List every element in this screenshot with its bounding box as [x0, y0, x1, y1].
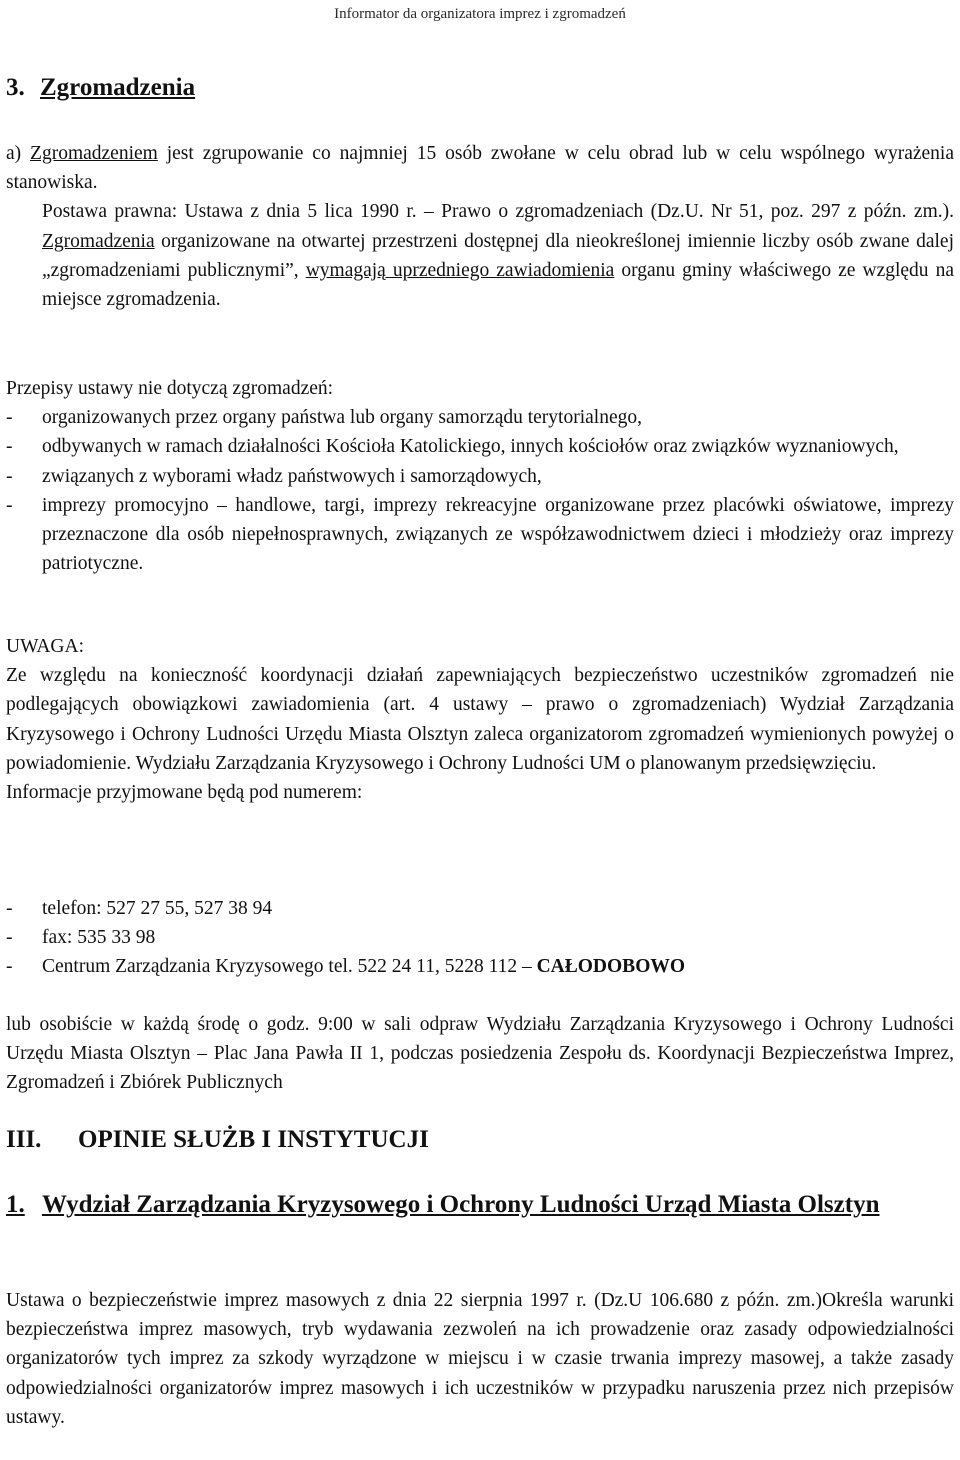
section-title: Zgromadzenia: [40, 74, 196, 101]
term-zgromadzenia: Zgromadzenia: [42, 230, 155, 252]
legal-basis-text: Postawa prawna: Ustawa z dnia 5 lica 1990 r. – Prawo o zgromadzeniach (Dz.U. Nr 51, poz. 297 z późn. zm.).: [42, 201, 954, 223]
running-header: Informator da organizatora imprez i zgromadzeń: [334, 6, 626, 22]
section-number: 1.: [6, 1191, 25, 1218]
info-line: Informacje przyjmowane będą pod numerem:: [6, 782, 363, 804]
section-title: Wydział Zarządzania Kryzysowego i Ochrony Ludności Urząd Miasta Olsztyn: [42, 1191, 880, 1218]
section-number: III.: [6, 1126, 42, 1153]
public-assembly-text: organizowane na otwartej przestrzeni dostępnej dla nieokreślonej imiennie liczby osób zwane dalej „zgromadzeniami publicznymi”,: [42, 230, 954, 281]
contact-center: - Centrum Zarządzania Kryzysowego tel. 522 24 11, 5228 112 – CAŁODOBOWO: [6, 956, 686, 978]
section-heading-1: [6, 1188, 946, 1222]
exclusions-block: [6, 374, 954, 578]
around-the-clock-label: CAŁODOBOWO: [536, 956, 686, 978]
in-person-paragraph: lub osobiście w każdą środę o godz. 9:00 w sali odpraw Wydziału Zarządzania Kryzysowego i Ochrony Ludności Urzędu Miasta Olsztyn – Plac Jana Pawła II 1, podczas posiedzenia Zespołu ds. Koordynacji Bezpieczeństwa Imprez, Zgromadzeń i Zbiórek Publicznych: [6, 1014, 954, 1094]
section-title: OPINIE SŁUŻB I INSTYTUCJI: [78, 1126, 429, 1153]
section-heading-iii: [6, 1126, 429, 1154]
section-number: 3.: [6, 74, 25, 101]
definition-text: jest zgrupowanie co najmniej 15 osób zwołane w celu obrad lub w celu wspólnego wyrażenia stanowiska.: [6, 143, 954, 194]
legal-basis-paragraph: [6, 197, 954, 314]
notice-text: Ze względu na konieczność koordynacji działań zapewniających bezpieczeństwo uczestników zgromadzeń nie podlegających obowiązkowi zawiadomienia (art. 4 ustawy – prawo o zgromadzeniach) Wydział Zarządzania Kryzysowego i Ochrony Ludności Urzędu Miasta Olsztyn zaleca organizatorom zgromadzeń wymienionych powyżej o powiadomienie. Wydziału Zarządzania Kryzysowego i Ochrony Ludności UM o planowanym przedsięwzięciu.: [6, 665, 954, 774]
list-item: - odbywanych w ramach działalności Kościoła Katolickiego, innych kościołów oraz związków wyznaniowych,: [6, 436, 899, 458]
authority-text: organu gminy właściwego ze względu na miejsce zgromadzenia.: [42, 259, 954, 311]
contact-fax: - fax: 535 33 98: [6, 927, 156, 949]
notification-requirement: wymagają uprzedniego zawiadomienia: [305, 259, 615, 281]
contacts-list: [6, 894, 954, 982]
defined-term: Zgromadzeniem: [30, 143, 158, 164]
notice-label: UWAGA:: [6, 636, 84, 657]
section-heading-3: [6, 74, 946, 103]
notice-block: [6, 632, 954, 807]
list-item: - związanych z wyborami władz państwowych i samorządowych,: [6, 465, 542, 487]
definition-paragraph: [6, 139, 954, 197]
paragraph-a: [6, 139, 954, 314]
list-item: - imprezy promocyjno – handlowe, targi, imprezy rekreacyjne organizowane przez placówki oświatowe, imprezy przeznaczone dla osób niepełnosprawnych, związanych ze współzawodnictwem dzieci i młodzieży oraz imprezy patriotyczne.: [6, 494, 954, 575]
list-item: - organizowanych przez organy państwa lub organy samorządu terytorialnego,: [6, 407, 642, 429]
law-paragraph: Ustawa o bezpieczeństwie imprez masowych z dnia 22 sierpnia 1997 r. (Dz.U 106.680 z późn. zm.)Określa warunki bezpieczeństwa imprez masowych, tryb wydawania zezwoleń na ich prowadzenie oraz zasady odpowiedzialności organizatorów tych imprez za szkody wyrządzone w miejscu i w czasie trwania imprezy masowej, a także zasady odpowiedzialności organizatorów imprez masowych i ich uczestników w przypadku naruszenia przez nich przepisów ustawy.: [6, 1290, 954, 1428]
contact-phone: - telefon: 527 27 55, 527 38 94: [6, 898, 273, 919]
item-prefix: a): [6, 143, 31, 164]
exclusions-intro: Przepisy ustawy nie dotyczą zgromadzeń:: [6, 378, 334, 399]
